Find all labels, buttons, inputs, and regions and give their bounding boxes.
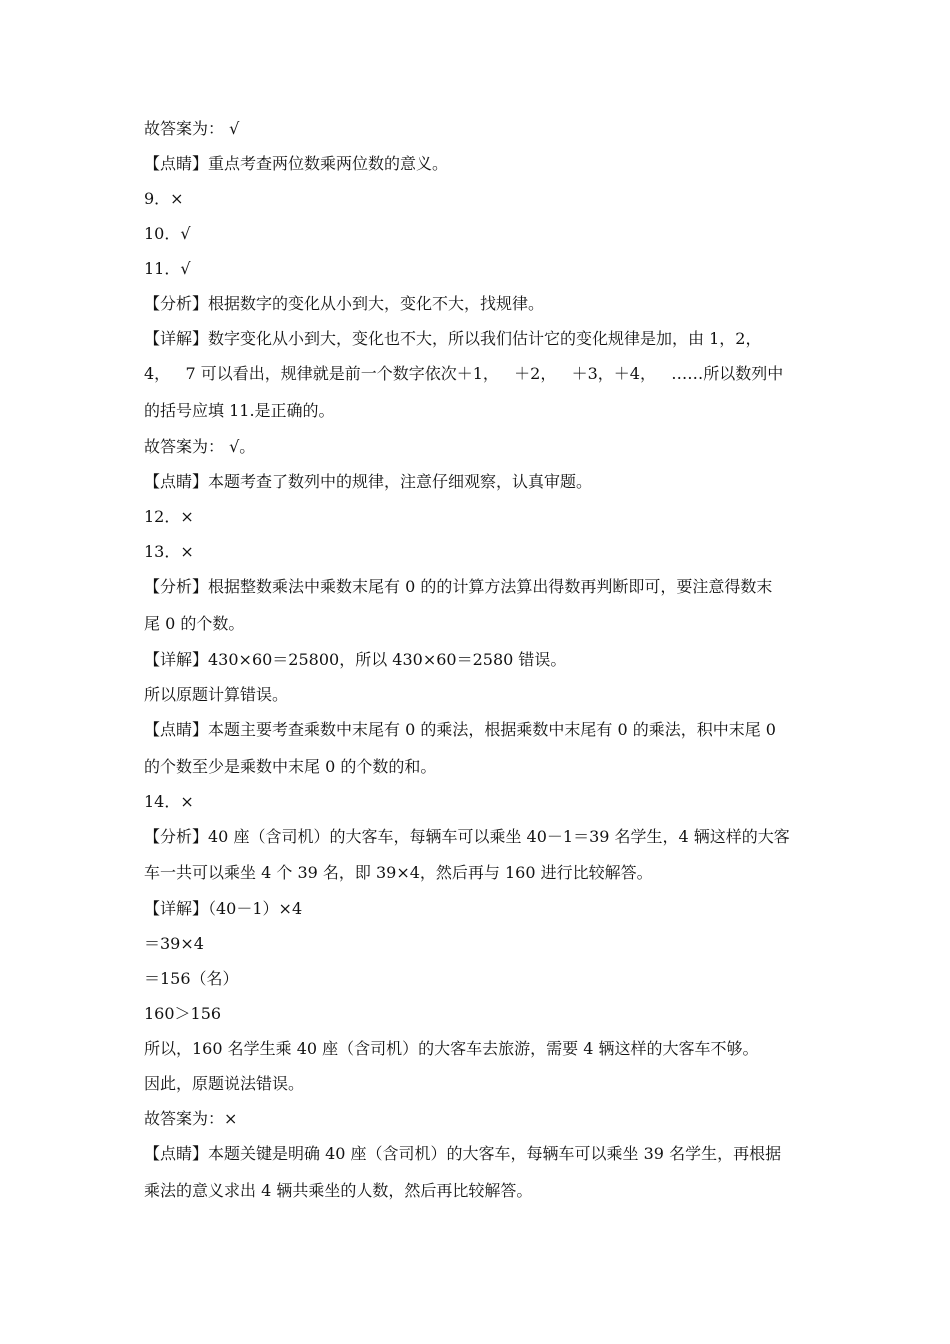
detail-line: 【详解】430×60＝25800，所以 430×60＝2580 错误。 [144, 650, 567, 669]
item-number: 14．× [144, 792, 194, 811]
text-line: 所以，160 名学生乘 40 座（含司机）的大客车去旅游，需要 4 辆这样的大客车不够。 [144, 1039, 759, 1058]
answer-line: 故答案为：× [144, 1109, 238, 1128]
item-number: 10．√ [144, 224, 191, 243]
text-line: 4， 7 可以看出，规律就是前一个数字依次＋1， ＋2， ＋3，＋4， ……所以数列中 [144, 364, 784, 383]
answer-line: 故答案为： √。 [144, 437, 256, 456]
comment-line: 【点睛】本题关键是明确 40 座（含司机）的大客车，每辆车可以乘坐 39 名学生，再根据 [144, 1144, 782, 1163]
comment-line: 【点睛】本题考查了数列中的规律，注意仔细观察，认真审题。 [144, 472, 593, 491]
text-line: 160＞156 [144, 1004, 222, 1023]
comment-line: 【点睛】本题主要考查乘数中末尾有 0 的乘法，根据乘数中末尾有 0 的乘法，积中末尾 0 [144, 720, 776, 739]
text-line: ＝156（名） [144, 969, 239, 988]
analysis-line: 【分析】根据整数乘法中乘数末尾有 0 的的计算方法算出得数再判断即可，要注意得数末 [144, 577, 773, 596]
item-number: 11．√ [144, 259, 191, 278]
text-line: 乘法的意义求出 4 辆共乘坐的人数，然后再比较解答。 [144, 1181, 533, 1200]
text-line: 尾 0 的个数。 [144, 614, 245, 633]
detail-line: 【详解】（40－1）×4 [144, 899, 303, 918]
answer-line: 故答案为： √ [144, 119, 240, 138]
text-line: 的括号应填 11.是正确的。 [144, 401, 335, 420]
item-number: 13．× [144, 542, 194, 561]
text-line: ＝39×4 [144, 934, 204, 953]
item-number: 9．× [144, 189, 184, 208]
comment-line: 【点睛】重点考查两位数乘两位数的意义。 [144, 154, 449, 173]
text-line: 因此，原题说法错误。 [144, 1074, 305, 1093]
text-line: 所以原题计算错误。 [144, 685, 289, 704]
text-line: 车一共可以乘坐 4 个 39 名，即 39×4，然后再与 160 进行比较解答。 [144, 863, 653, 882]
text-line: 的个数至少是乘数中末尾 0 的个数的和。 [144, 757, 437, 776]
detail-line: 【详解】数字变化从小到大，变化也不大，所以我们估计它的变化规律是加，由 1，2， [144, 329, 762, 348]
item-number: 12．× [144, 507, 194, 526]
analysis-line: 【分析】40 座（含司机）的大客车，每辆车可以乘坐 40－1＝39 名学生，4 辆这样的大客 [144, 827, 790, 846]
analysis-line: 【分析】根据数字的变化从小到大，变化不大，找规律。 [144, 294, 545, 313]
